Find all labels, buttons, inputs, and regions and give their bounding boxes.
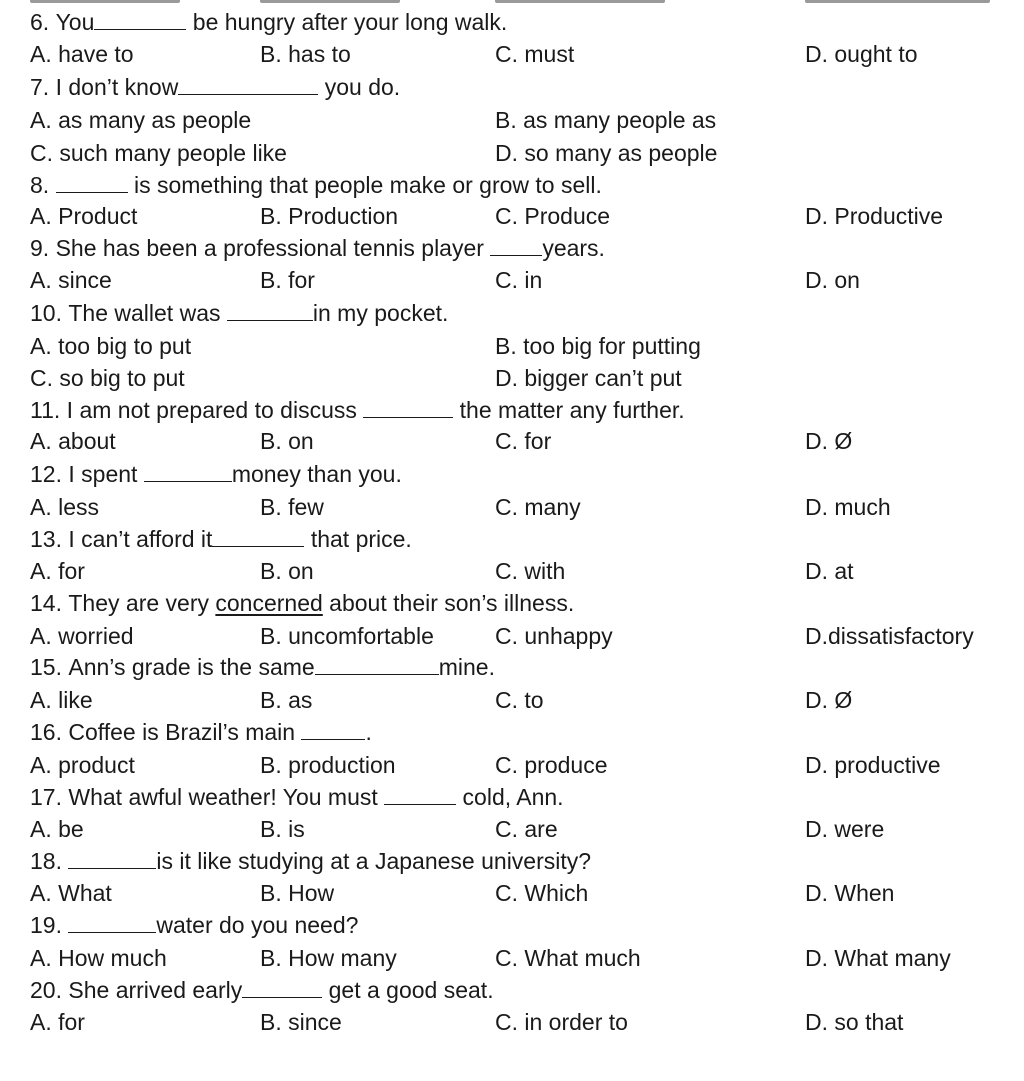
option-b: B. as <box>260 687 313 713</box>
question-number: 6. <box>30 9 50 35</box>
question-6 <box>30 6 1020 38</box>
question-text-before: She arrived early <box>68 977 243 1003</box>
question-text-after: in my pocket. <box>312 300 449 326</box>
option-a: A. as many as people <box>30 107 252 133</box>
question-13 <box>30 523 1020 555</box>
question-10-options-row-1 <box>30 330 1020 362</box>
question-text-before: I can’t afford it <box>68 526 213 552</box>
option-c: C. Which <box>495 880 589 906</box>
question-11-options <box>30 425 1020 457</box>
question-17-options <box>30 813 1020 845</box>
option-b: B. for <box>260 267 315 293</box>
answer-blank <box>56 170 128 193</box>
question-20-options <box>30 1006 1020 1038</box>
option-b: B. is <box>260 816 305 842</box>
option-d: D. Ø <box>805 687 853 713</box>
question-15-options <box>30 684 1020 716</box>
question-text-after: get a good seat. <box>328 977 494 1003</box>
answer-blank <box>68 910 156 933</box>
question-text-before: Coffee is Brazil’s main <box>68 719 296 745</box>
option-d: D. What many <box>805 945 951 971</box>
question-text-after: is something that people make or grow to sell. <box>133 172 602 198</box>
question-text-after: . <box>365 719 372 745</box>
question-number: 11. <box>30 397 61 423</box>
question-7 <box>30 71 1020 103</box>
answer-blank <box>242 975 322 998</box>
question-number: 18. <box>30 848 62 874</box>
question-10-options-row-2 <box>30 362 1020 394</box>
option-d: D. ought to <box>805 41 918 67</box>
option-a: A. What <box>30 880 112 906</box>
option-b: B. uncomfortable <box>260 623 434 649</box>
question-text-before: I am not prepared to discuss <box>66 397 357 423</box>
option-d: D. Productive <box>805 203 944 229</box>
question-text-after: is it like studying at a Japanese university? <box>156 848 592 874</box>
option-a: A. be <box>30 816 84 842</box>
question-text-after: about their son’s illness. <box>322 590 575 616</box>
question-14 <box>30 587 1020 619</box>
option-c: C. produce <box>495 752 608 778</box>
question-text-after: money than you. <box>231 461 402 487</box>
question-6-options <box>30 38 1020 70</box>
option-a: A. for <box>30 1009 85 1035</box>
option-c: C. What much <box>495 945 641 971</box>
option-b: B. since <box>260 1009 342 1035</box>
option-d: D. productive <box>805 752 941 778</box>
question-text-after: that price. <box>310 526 412 552</box>
question-10 <box>30 297 1020 329</box>
option-b: B. How many <box>260 945 397 971</box>
option-c: C. for <box>495 428 552 454</box>
question-text-after: you do. <box>324 74 401 100</box>
question-16-options <box>30 749 1020 781</box>
option-d: D. Ø <box>805 428 853 454</box>
underlined-word: concerned <box>215 590 323 616</box>
question-text-before: You <box>55 9 95 35</box>
option-c: C. with <box>495 558 566 584</box>
question-number: 10. <box>30 300 62 326</box>
option-b: B. How <box>260 880 335 906</box>
question-number: 7. <box>30 74 50 100</box>
question-number: 16. <box>30 719 62 745</box>
question-11 <box>30 394 1020 426</box>
option-a: A. like <box>30 687 93 713</box>
option-c: C. to <box>495 687 544 713</box>
question-number: 8. <box>30 172 50 198</box>
option-d: D. on <box>805 267 860 293</box>
option-d: D. When <box>805 880 895 906</box>
question-text-after: be hungry after your long walk. <box>192 9 508 35</box>
question-15 <box>30 651 1020 683</box>
question-text-after: mine. <box>438 654 495 680</box>
option-a: A. for <box>30 558 85 584</box>
option-d: D. much <box>805 494 891 520</box>
option-c: C. must <box>495 41 575 67</box>
option-a: A. product <box>30 752 135 778</box>
option-a: A. since <box>30 267 112 293</box>
answer-blank <box>144 459 232 482</box>
option-c: C. unhappy <box>495 623 613 649</box>
option-b: B. on <box>260 428 314 454</box>
answer-blank <box>94 7 186 30</box>
question-text-before: They are very <box>68 590 216 616</box>
option-a: A. about <box>30 428 116 454</box>
option-b: B. too big for putting <box>495 333 701 359</box>
question-text-after: the matter any further. <box>459 397 685 423</box>
question-number: 15. <box>30 654 62 680</box>
option-b: B. on <box>260 558 314 584</box>
option-c: C. are <box>495 816 558 842</box>
question-8 <box>30 169 1020 201</box>
question-text-after: cold, Ann. <box>462 784 564 810</box>
question-number: 20. <box>30 977 62 1003</box>
option-a: A. How much <box>30 945 167 971</box>
answer-blank <box>384 782 456 805</box>
option-d: D. bigger can’t put <box>495 365 682 391</box>
answer-blank <box>315 652 439 675</box>
question-7-options-row-2 <box>30 137 1020 169</box>
answer-blank <box>490 233 542 256</box>
answer-blank <box>227 298 313 321</box>
option-a: A. less <box>30 494 100 520</box>
option-d: D. at <box>805 558 854 584</box>
option-a: A. have to <box>30 41 134 67</box>
question-text-before: The wallet was <box>68 300 221 326</box>
question-20 <box>30 974 1020 1006</box>
question-text-before: I don’t know <box>55 74 179 100</box>
option-c: C. such many people like <box>30 140 287 166</box>
question-number: 12. <box>30 461 62 487</box>
option-d: D.dissatisfactory <box>805 623 974 649</box>
question-number: 14. <box>30 590 62 616</box>
question-7-options-row-1 <box>30 104 1020 136</box>
answer-blank <box>212 524 304 547</box>
question-19-options <box>30 942 1020 974</box>
question-number: 19. <box>30 912 62 938</box>
option-d: D. so that <box>805 1009 904 1035</box>
question-text-after: years. <box>542 235 605 261</box>
option-a: A. too big to put <box>30 333 192 359</box>
question-14-options <box>30 620 1020 652</box>
option-c: C. in order to <box>495 1009 628 1035</box>
question-text-before: Ann’s grade is the same <box>68 654 315 680</box>
question-text-before: She has been a professional tennis player <box>55 235 484 261</box>
question-18 <box>30 845 1020 877</box>
option-c: C. many <box>495 494 581 520</box>
option-b: B. few <box>260 494 324 520</box>
cropped-previous-line <box>30 0 990 4</box>
question-text-before: What awful weather! You must <box>68 784 378 810</box>
question-text-before: I spent <box>68 461 138 487</box>
option-b: B. Production <box>260 203 399 229</box>
answer-blank <box>68 846 156 869</box>
question-number: 13. <box>30 526 62 552</box>
option-d: D. so many as people <box>495 140 718 166</box>
option-c: C. Produce <box>495 203 611 229</box>
answer-blank <box>363 395 453 418</box>
question-17 <box>30 781 1020 813</box>
option-d: D. were <box>805 816 885 842</box>
option-c: C. in <box>495 267 543 293</box>
question-text-after: water do you need? <box>156 912 359 938</box>
question-12-options <box>30 491 1020 523</box>
question-8-options <box>30 200 1020 232</box>
option-a: A. worried <box>30 623 134 649</box>
option-b: B. production <box>260 752 396 778</box>
question-number: 17. <box>30 784 62 810</box>
answer-blank <box>301 717 365 740</box>
question-9-options <box>30 264 1020 296</box>
question-13-options <box>30 555 1020 587</box>
question-12 <box>30 458 1020 490</box>
question-9 <box>30 232 1020 264</box>
option-c: C. so big to put <box>30 365 185 391</box>
option-b: B. has to <box>260 41 351 67</box>
option-b: B. as many people as <box>495 107 717 133</box>
option-a: A. Product <box>30 203 138 229</box>
question-18-options <box>30 877 1020 909</box>
answer-blank <box>178 72 318 95</box>
question-16 <box>30 716 1020 748</box>
question-19 <box>30 909 1020 941</box>
question-number: 9. <box>30 235 50 261</box>
